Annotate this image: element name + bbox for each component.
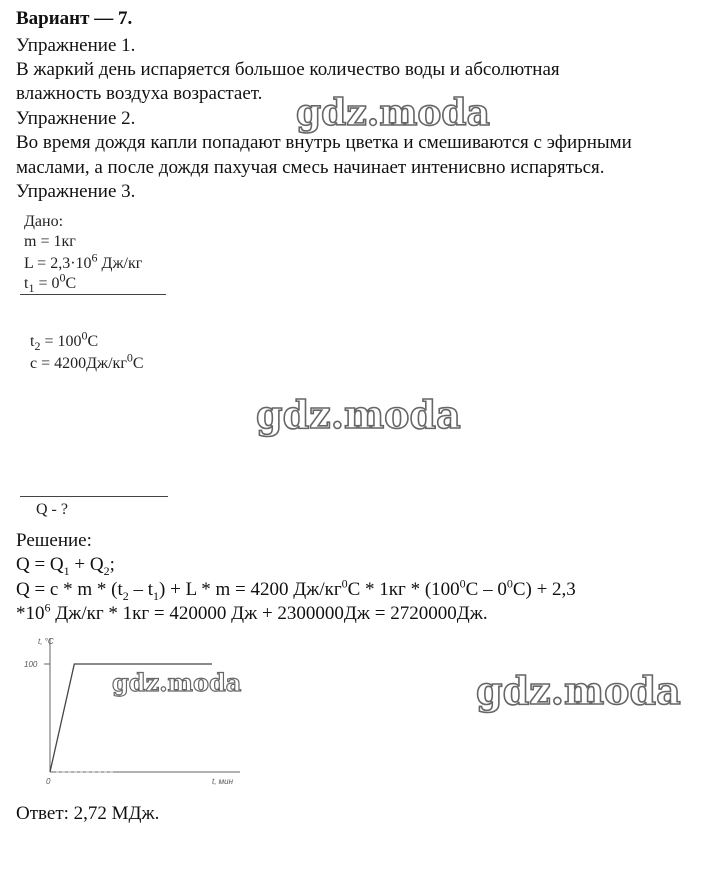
x-axis-label: t, мин <box>212 777 234 786</box>
solution-label: Решение: <box>16 530 92 551</box>
answer: Ответ: 2,72 МДж. <box>16 803 160 824</box>
watermark-logo: gdz.moda <box>112 668 242 697</box>
watermark-logo: gdz.moda <box>256 392 461 437</box>
variant-title: Вариант — 7. <box>16 8 133 29</box>
watermark-logo: gdz.moda <box>476 668 681 713</box>
y-tick-label: 100 <box>24 660 38 669</box>
watermark-logo: gdz.moda <box>296 92 490 134</box>
given-t1: $t_1 = 0^0C$ <box>24 270 77 296</box>
given-title: Дано: <box>24 213 64 230</box>
exercise-1-label: Упражнение 1. <box>16 35 136 56</box>
y-axis-label: t, °C <box>38 637 54 646</box>
exercise-3-label: Упражнение 3. <box>16 181 136 202</box>
given-specific-heat: $c = 4200Дж/кг^0C$ <box>30 350 144 372</box>
solution-formula-1: $Q = Q_1 + Q_2$; <box>16 554 115 578</box>
exercise-2-label: Упражнение 2. <box>16 108 136 129</box>
given-t2: $t_2 = 100^0C$ <box>30 328 99 354</box>
solution-formula-2: $Q = c * m * (t_2 - t_1) + L * m = 4200$ $Дж/кг^0C * 1кг * (100^0C - 0^0C) + 2,3$ <box>16 576 576 603</box>
x-origin-label: 0 <box>46 777 51 786</box>
find-divider <box>20 496 168 497</box>
given-latent-heat: $L = 2,3\cdot 10^6$ Дж/кг <box>24 250 143 272</box>
find-q: Q - ? <box>36 501 68 518</box>
given-divider <box>20 294 166 295</box>
given-mass: m = 1кг <box>24 233 76 250</box>
exercise-1-text-line-2: влажность воздуха возрастает. <box>16 83 263 104</box>
solution-formula-3: $*10^6$ Дж/кг * 1кг = 420000 Дж + 2300000Дж = 2720000Дж. <box>16 600 488 624</box>
exercise-2-text-line-2: маслами, а после дождя пахучая смесь начинает интенисвно испаряться. <box>16 157 605 178</box>
exercise-2-text-line-1: Во время дождя капли попадают внутрь цветка и смешиваются с эфирными <box>16 132 632 153</box>
temperature-time-graph <box>16 632 248 790</box>
exercise-1-text-line-1: В жаркий день испаряется большое количество воды и абсолютная <box>16 59 560 80</box>
